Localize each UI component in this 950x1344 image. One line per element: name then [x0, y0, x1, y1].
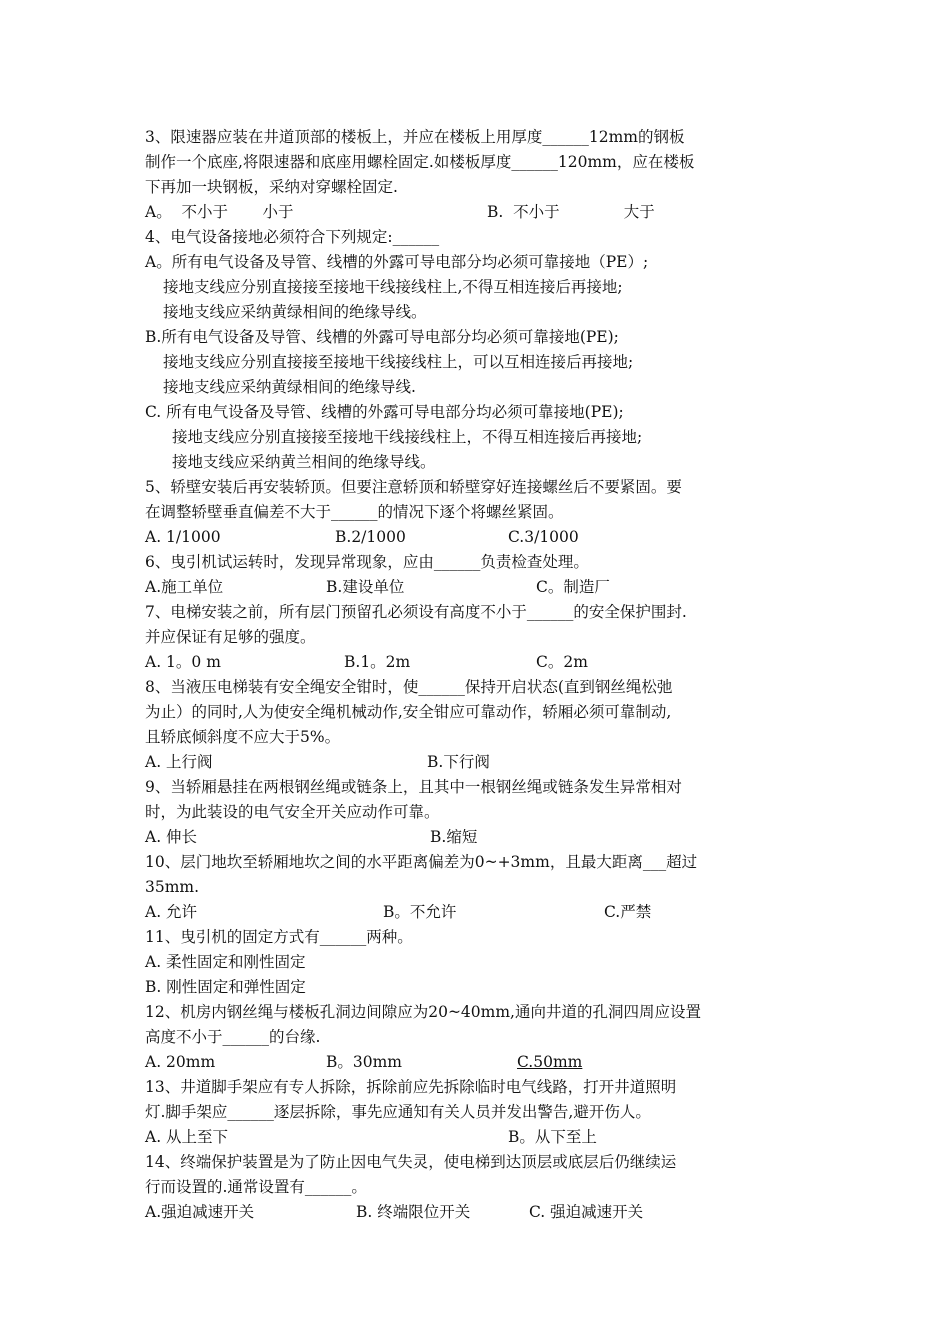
q12-option-b: B。30mm: [326, 1053, 403, 1071]
q8-stem-line3: 且轿底倾斜度不应大于5%。: [145, 728, 341, 746]
q7-option-b: B.1。2m: [344, 653, 411, 671]
q12-option-a: A. 20mm: [145, 1053, 216, 1071]
q4-option-c-line2: 接地支线应分别直接接至接地干线接线柱上，不得互相连接后再接地;: [172, 428, 643, 446]
q8-option-a: A. 上行阀: [145, 753, 213, 771]
q6-option-b: B.建设单位: [326, 578, 405, 596]
q3-stem-line3: 下再加一块钢板，采纳对穿螺栓固定.: [145, 178, 398, 196]
q14-option-c: C. 强迫减速开关: [529, 1203, 644, 1221]
q8-option-b: B.下行阀: [427, 753, 490, 771]
q3-option-a: A。 不小于 小于: [145, 203, 294, 221]
q10-option-a: A. 允许: [145, 903, 198, 921]
q4-option-b-line2: 接地支线应分别直接接至接地干线接线柱上，可以互相连接后再接地;: [163, 353, 634, 371]
q5-stem-line1: 5、轿壁安装后再安装轿顶。但要注意轿顶和轿壁穿好连接螺丝后不要紧固。要: [145, 478, 682, 496]
q12-stem-line2: 高度不小于______的台缘.: [145, 1028, 321, 1046]
q8-stem-line1: 8、当液压电梯装有安全绳安全钳时，使______保持开启状态(直到钢丝绳松弛: [145, 678, 673, 696]
q4-option-a-line3: 接地支线应采纳黄绿相间的绝缘导线。: [163, 303, 427, 321]
q11-option-b: B. 刚性固定和弹性固定: [145, 978, 306, 996]
q10-stem-line2: 35mm.: [145, 878, 200, 896]
q7-stem-line2: 并应保证有足够的强度。: [145, 628, 316, 646]
q4-option-c-line3: 接地支线应采纳黄兰相间的绝缘导线。: [172, 453, 436, 471]
q12-option-c: C.50mm: [517, 1053, 583, 1071]
q14-stem-line2: 行而设置的.通常设置有______。: [145, 1178, 367, 1196]
q7-option-a: A. 1。0 m: [145, 653, 221, 671]
q9-option-a: A. 伸长: [145, 828, 198, 846]
q9-stem-line1: 9、当轿厢悬挂在两根钢丝绳或链条上，且其中一根钢丝绳或链条发生异常相对: [145, 778, 682, 796]
q4-option-c-line1: C. 所有电气设备及导管、线槽的外露可导电部分均必须可靠接地(PE);: [145, 403, 624, 421]
q11-option-a: A. 柔性固定和刚性固定: [145, 953, 306, 971]
q10-option-c: C.严禁: [604, 903, 652, 921]
q4-option-a-line1: A。所有电气设备及导管、线槽的外露可导电部分均必须可靠接地（PE）;: [145, 253, 649, 271]
q5-stem-line2: 在调整轿壁垂直偏差不大于______的情况下逐个将螺丝紧固。: [145, 503, 564, 521]
q4-option-b-line3: 接地支线应采纳黄绿相间的绝缘导线.: [163, 378, 416, 396]
q4-option-b-line1: B.所有电气设备及导管、线槽的外露可导电部分均必须可靠接地(PE);: [145, 328, 619, 346]
q13-option-b: B。从下至上: [508, 1128, 597, 1146]
q6-option-a: A.施工单位: [145, 578, 224, 596]
q3-option-b: B. 不小于 大于: [487, 203, 655, 221]
q13-option-a: A. 从上至下: [145, 1128, 229, 1146]
q14-option-a: A.强迫减速开关: [145, 1203, 255, 1221]
q9-option-b: B.缩短: [430, 828, 478, 846]
q6-option-c: C。制造厂: [536, 578, 610, 596]
q4-stem: 4、电气设备接地必须符合下列规定:______: [145, 228, 440, 246]
q11-stem: 11、曳引机的固定方式有______两种。: [145, 928, 413, 946]
q3-stem-line1: 3、限速器应装在井道顶部的楼板上，并应在楼板上用厚度______12mm的钢板: [145, 128, 685, 146]
q10-option-b: B。不允许: [383, 903, 457, 921]
q4-option-a-line2: 接地支线应分别直接接至接地干线接线柱上,不得互相连接后再接地;: [163, 278, 623, 296]
q5-option-c: C.3/1000: [508, 528, 579, 546]
q9-stem-line2: 时，为此装设的电气安全开关应动作可靠。: [145, 803, 440, 821]
q3-stem-line2: 制作一个底座,将限速器和底座用螺栓固定.如楼板厚度______120mm，应在楼板: [145, 153, 695, 171]
q14-option-b: B. 终端限位开关: [356, 1203, 471, 1221]
q13-stem-line1: 13、井道脚手架应有专人拆除，拆除前应先拆除临时电气线路，打开井道照明: [145, 1078, 677, 1096]
q7-stem-line1: 7、电梯安装之前，所有层门预留孔必须设有高度不小于______的安全保护围封.: [145, 603, 687, 621]
q6-stem: 6、曳引机试运转时，发现异常现象，应由______负责检查处理。: [145, 553, 589, 571]
q10-stem-line1: 10、层门地坎至轿厢地坎之间的水平距离偏差为0~+3mm，且最大距离___超过: [145, 853, 698, 871]
q14-stem-line1: 14、终端保护装置是为了防止因电气失灵，使电梯到达顶层或底层后仍继续运: [145, 1153, 677, 1171]
q13-stem-line2: 灯.脚手架应______逐层拆除，事先应通知有关人员并发出警告,避开伤人。: [145, 1103, 651, 1121]
q5-option-b: B.2/1000: [335, 528, 406, 546]
q8-stem-line2: 为止）的同时,人为使安全绳机械动作,安全钳应可靠动作，轿厢必须可靠制动,: [145, 703, 672, 721]
q5-option-a: A. 1/1000: [145, 528, 221, 546]
q12-stem-line1: 12、机房内钢丝绳与楼板孔洞边间隙应为20~40mm,通向井道的孔洞四周应设置: [145, 1003, 701, 1021]
q7-option-c: C。2m: [536, 653, 588, 671]
